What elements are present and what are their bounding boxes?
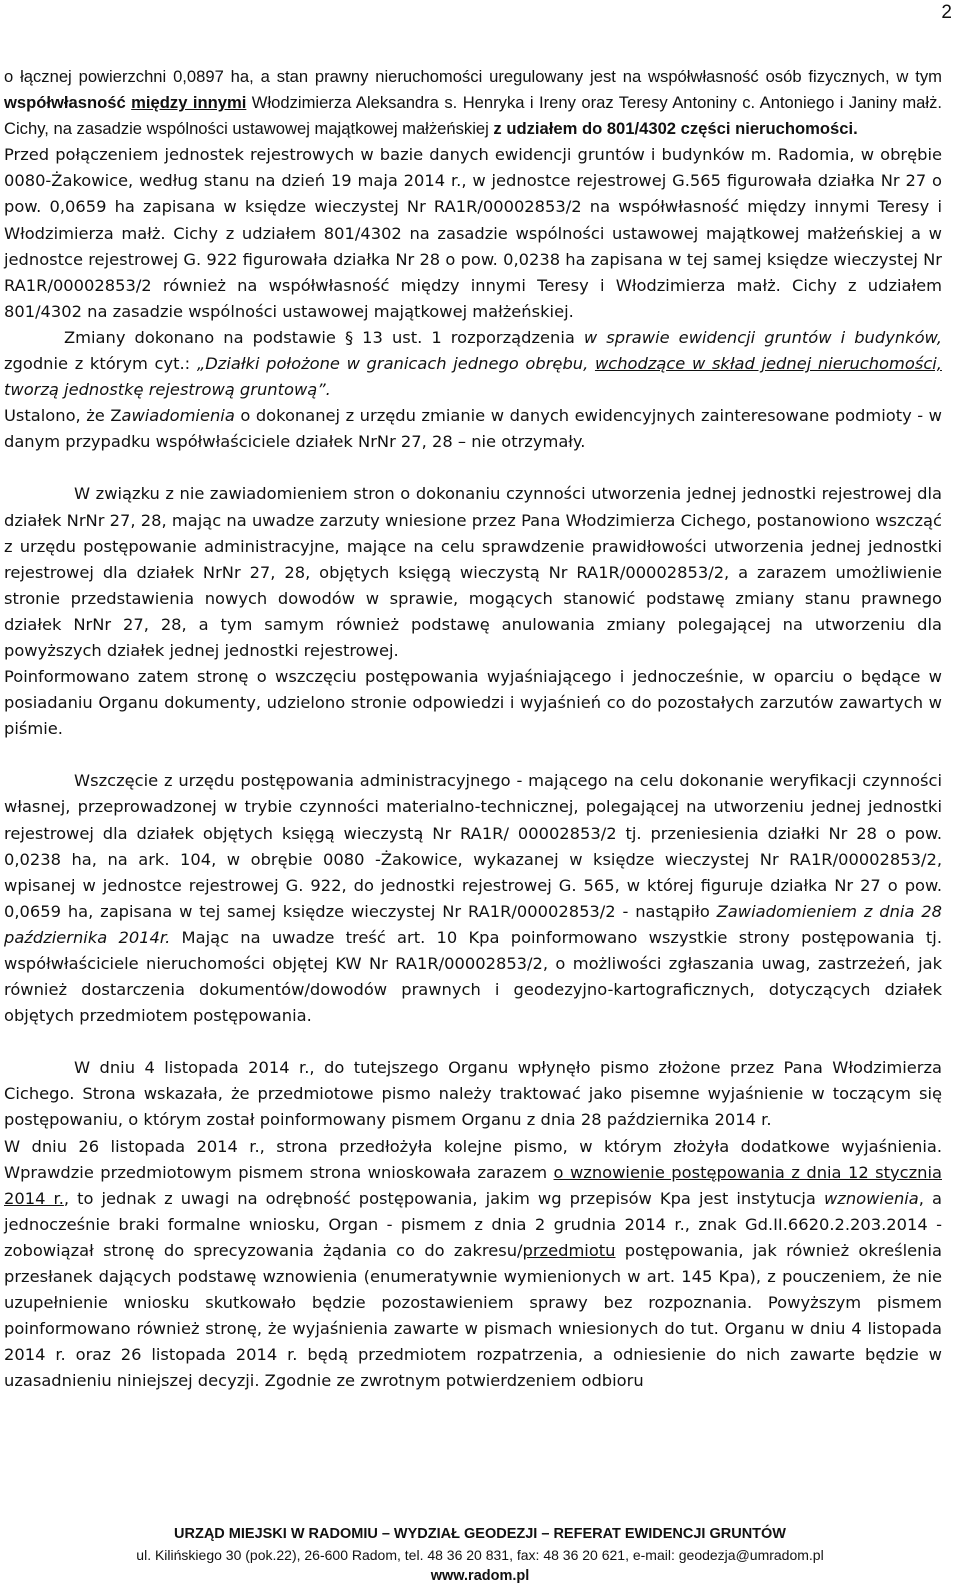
paragraph-ownership-status xyxy=(4,64,942,142)
paragraph-legal-basis xyxy=(4,325,942,403)
italic-text: w sprawie ewidencji gruntów i budynków, xyxy=(583,327,942,347)
italic-text: wznowienia xyxy=(823,1188,919,1208)
text-span: Wszczęcie z urzędu postępowania administracyjnego - mającego na celu dokonanie weryfikacji czynności własnej, przeprowadzonej w trybie czynności materialno-technicznej, polegającej na utworzeniu jednej jednostki rejestrowej dla działek objętych księgą wieczystą Nr RA1R/ 00002853/2 tj. przeniesienia działki Nr 28 o pow. 0,0238 ha, na ark. 104, w obrębie 0080 -Żakowice, wykazanej w księdze wieczystej Nr RA1R/00002853/2, wpisanej w jednostce rejestrowej G. 922, do jednostki rejestrowej G. 565, w której figuruje działka Nr 27 o pow. 0,0659 ha, zapisana w tej samej księdze wieczystej Nr RA1R/00002853/2 - nastąpiło xyxy=(4,771,942,921)
italic-text: awiadomienia xyxy=(121,406,235,426)
page-number: 2 xyxy=(941,2,952,23)
bold-text: z udziałem do 801/4302 części nieruchomości. xyxy=(493,119,858,139)
text-span: Mając na uwadze treść art. 10 Kpa poinformowano wszystkie strony postępowania tj. współwłaściciele nieruchomości objętej KW Nr RA1R/00002853/2, o możliwości zgłaszania uwag, zastrzeżeń, jak również dostarczenia dokumentów/dowodów prawnych i geodezyjno-kartograficznych, dotyczących działek objętych przedmiotem postępowania. xyxy=(4,927,942,1026)
paragraph-letter-nov-26 xyxy=(4,1134,942,1395)
bold-text: współwłasność xyxy=(4,93,132,113)
footer-address: ul. Kilińskiego 30 (pok.22), 26-600 Radom, tel. 48 36 20 831, fax: 48 36 20 621, e-mail: geodezja@umradom.pl xyxy=(136,1547,824,1563)
text-span: Zmiany dokonano na podstawie § 13 ust. 1 rozporządzenia xyxy=(64,327,584,347)
italic-text: „Działki położone w granicach jednego obrębu, xyxy=(196,354,595,374)
text-span: , to jednak z uwagi na odrębność postępowania, jakim wg przepisów Kpa jest instytucja xyxy=(63,1188,824,1208)
text-span: o łącznej powierzchni 0,0897 ha, a stan prawny nieruchomości uregulowany jest na współwłasność osób fizycznych, w tym xyxy=(4,67,942,86)
italic-underlined-text: wchodzące w skład jednej nieruchomości, xyxy=(594,354,942,374)
paragraph-proceedings-initiated xyxy=(4,481,942,664)
text-span: , a jednocześnie braki formalne wniosku, Organ - pismem z dnia 2 grudnia 2014 r., znak Gd.II.6620.2.203.2014 - zobowiązał stronę do sprecyzowania żądania co do zakresu/ xyxy=(4,1188,943,1260)
text-span: o dokonanej z urzędu zmianie w danych ewidencyjnych zainteresowane podmioty - w danym przypadku współwłaściciele działek NrNr 27, 28 – nie otrzymały. xyxy=(4,406,942,452)
italic-text: tworzą jednostkę rejestrową gruntową”. xyxy=(4,380,331,400)
footer-office-name: URZĄD MIEJSKI W RADOMIU – WYDZIAŁ GEODEZJI – REFERAT EWIDENCJI GRUNTÓW xyxy=(174,1526,786,1542)
text-span: zgodnie z którym cyt.: xyxy=(4,354,197,374)
text-span: W dniu 26 listopada 2014 r., strona przedłożyła kolejne pismo, w którym złożyła dodatkowe wyjaśnienia. Wprawdzie przedmiotowym pismem strona wnioskowała zarazem xyxy=(4,1136,942,1182)
underlined-text: o wznowienie postępowania z dnia 12 stycznia 2014 r. xyxy=(4,1162,942,1208)
footer-website: www.radom.pl xyxy=(430,1568,530,1584)
bold-underlined-text: między innymi xyxy=(131,93,247,113)
italic-text: Zawiadomieniem z dnia 28 października 2014r. xyxy=(4,901,942,947)
paragraph-party-informed xyxy=(4,664,942,742)
text-span: W związku z nie zawiadomieniem stron o dokonaniu czynności utworzenia jednej jednostki rejestrowej dla działek NrNr 27, 28, mając na uwadze zarzuty wniesione przez Pana Włodzimierza Cichego, postanowiono wszcząć z urzędu postępowanie administracyjne, mające na celu sprawdzenie prawidłowości utworzenia jednej jednostki rejestrowej dla działek NrNr 27, 28, objętych księgą wieczystą Nr RA1R/00002853/2, a zarazem umożliwienie stronie przedstawienia nowych dowodów w sprawie, mogących stanowić podstawę zmiany stanu prawnego działek NrNr 27, 28, a tym samym również podstawę anulowania zmiany polegającej na utworzeniu dla powyższych działek jednej jednostki rejestrowej. xyxy=(4,484,942,660)
text-span: Ustalono, że Z xyxy=(4,406,122,426)
paragraph-before-merger xyxy=(4,142,942,325)
document-body xyxy=(4,64,942,1395)
text-span: postępowania, jak również określenia przesłanek dających podstawę wznowienia (enumeratywnie wymienionych w art. 145 Kpa), z pouczeniem, że nie uzupełnienie wniosku skutkowało będzie pozostawieniem sprawy bez rozpoznania. Powyższym pismem poinformowano również stronę, że wyjaśnienia zawarte w pismach wniesionych do tut. Organu w dniu 4 listopada 2014 r. oraz 26 listopada 2014 r. będą przedmiotem rozpatrzenia, a odniesienie do nich zawarte będzie w uzasadnieniu niniejszej decyzji. Zgodnie ze zwrotnym potwierdzeniem odbioru xyxy=(4,1240,943,1391)
text-span: W dniu 4 listopada 2014 r., do tutejszego Organu wpłynęło pismo złożone przez Pana Włodzimierza Cichego. Strona wskazała, że przedmiotowe pismo należy traktować jako pisemne wyjaśnienie w toczącym się postępowaniu, o którym został poinformowany pismem Organu z dnia 28 października 2014 r. xyxy=(4,1058,942,1130)
paragraph-verification xyxy=(4,768,942,1029)
text-span: Włodzimierza Aleksandra s. Henryka i Ireny oraz Teresy Antoniny c. Antoniego i Janiny małż. Cichy, na zasadzie wspólności ustawowej majątkowej małżeńskiej xyxy=(4,93,942,139)
paragraph-letter-nov-4 xyxy=(4,1055,942,1133)
text-span: Poinformowano zatem stronę o wszczęciu postępowania wyjaśniającego i jednocześnie, w oparciu o będące w posiadaniu Organu dokumenty, udzielono stronie odpowiedzi i wyjaśnień co do pozostałych zarzutów zawartych w piśmie. xyxy=(4,667,942,739)
paragraph-notification-finding xyxy=(4,403,942,455)
underlined-text: przedmiotu xyxy=(522,1240,616,1260)
text-span: Przed połączeniem jednostek rejestrowych w bazie danych ewidencji gruntów i budynków m. Radomia, w obrębie 0080-Żakowice, według stanu na dzień 19 maja 2014 r., w jednostce rejestrowej G.565 figurowała działka Nr 27 o pow. 0,0659 ha zapisana w księdze wieczystej Nr RA1R/00002853/2 na współwłasność między innymi Teresy i Włodzimierza małż. Cichy z udziałem 801/4302 na zasadzie wspólności ustawowej majątkowej małżeńskiej a w jednostce rejestrowej G. 922 figurowała działka Nr 28 o pow. 0,0238 ha zapisana w tej samej księdze wieczystej Nr RA1R/00002853/2 również na współwłasność między innymi Teresy i Włodzimierza małż. Cichy z udziałem 801/4302 na zasadzie wspólności ustawowej majątkowej małżeńskiej. xyxy=(4,145,942,321)
